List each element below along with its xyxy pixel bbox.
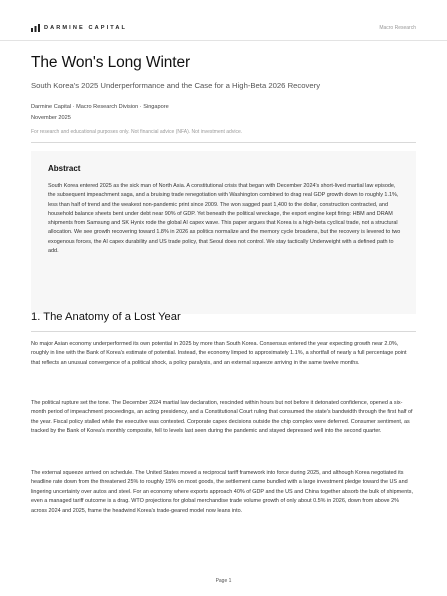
divider	[31, 142, 416, 143]
document-title: The Won's Long Winter	[31, 54, 191, 71]
author-line: Darmine Capital · Macro Research Division · Singapore	[31, 104, 169, 110]
section-divider	[31, 331, 416, 332]
brand-name: DARMINE CAPITAL	[44, 25, 127, 31]
header-section-label: Macro Research	[379, 25, 416, 31]
body-paragraph-3: The external squeeze arrived on schedule. The United States moved a reciprocal tariff framework into force during 2025, and although Korea negotiated its headline rate down from the threatened 25% to roughly 15% on most goods, the settlement came bundled with a large investment pledge toward the US and lingering uncertainty over autos and steel. For an economy where exports approach 40% of GDP and the US and China together absorb the bulk of shipments, even a managed tariff outcome is a drag. WTO projections for global merchandise trade volume growth of only about 0.5% in 2026, down from above 2% across 2024 and 2025, frame the headwind Korea's trade-geared model now leans into.	[31, 470, 413, 514]
disclaimer: For research and educational purposes only. Not financial advice (NFA). Not investment advice.	[31, 129, 243, 135]
body-paragraph-1: No major Asian economy underperformed its own potential in 2025 by more than South Korea. Consensus entered the year expecting growth near 2.0%, roughly in line with the Bank of Korea's estimate of potential. Instead, the economy limped to approximately 1.1%, a shortfall of nearly a full percentage point that reflects an unusual convergence of a political shock, a policy paralysis, and an external squeeze arriving in the same twelve months.	[31, 341, 407, 366]
document-subtitle: South Korea's 2025 Underperformance and the Case for a High-Beta 2026 Recovery	[31, 81, 321, 90]
abstract-box	[31, 151, 416, 314]
abstract-heading: Abstract	[48, 164, 81, 173]
abstract-body: South Korea entered 2025 as the sick man of North Asia. A constitutional crisis that began with December 2024's short-lived martial law episode, the subsequent impeachment saga, and a bruising trade renegotiation with Washington combined to drag real GDP growth down to roughly 1.1%, less than half of trend and the weakest non-pandemic print since 2009. The won sagged past 1,400 to the dollar, construction contracted, and household balance sheets bent under debt near 90% of GDP. Yet beneath the political wreckage, the export engine kept firing: HBM and DRAM shipments from Samsung and SK Hynix rode the global AI capex wave. This paper argues that Korea is a high-beta cyclical trade, not a structural allocation. We see growth recovering toward 1.8% in 2026 as politics normalize and the memory cycle broadens, but the recovery is levered to two exogenous forces, the AI capex durability and US trade policy, that Seoul does not control. We stay tactically Underweight with a defined path to add.	[48, 183, 401, 255]
page-header	[0, 0, 447, 41]
page-number: Page 1	[215, 578, 232, 584]
body-paragraph-2: The political rupture set the tone. The December 2024 martial law declaration, rescinded within hours but not before it detonated confidence, opened a six-month period of impeachment proceedings, an acting presidency, and a Constitutional Court ruling that consumed the state's bandwidth through the first half of the year. Fiscal policy stalled while the executive was contested. Corporate capex decisions outside the chip complex were deferred. Consumer sentiment, as tracked by the Bank of Korea's monthly composite, fell to levels last seen during the pandemic and stayed depressed well into the second quarter.	[31, 400, 413, 435]
bar-chart-logo-icon	[31, 24, 40, 32]
publication-date: November 2025	[31, 115, 71, 121]
section-heading: 1. The Anatomy of a Lost Year	[31, 311, 181, 323]
